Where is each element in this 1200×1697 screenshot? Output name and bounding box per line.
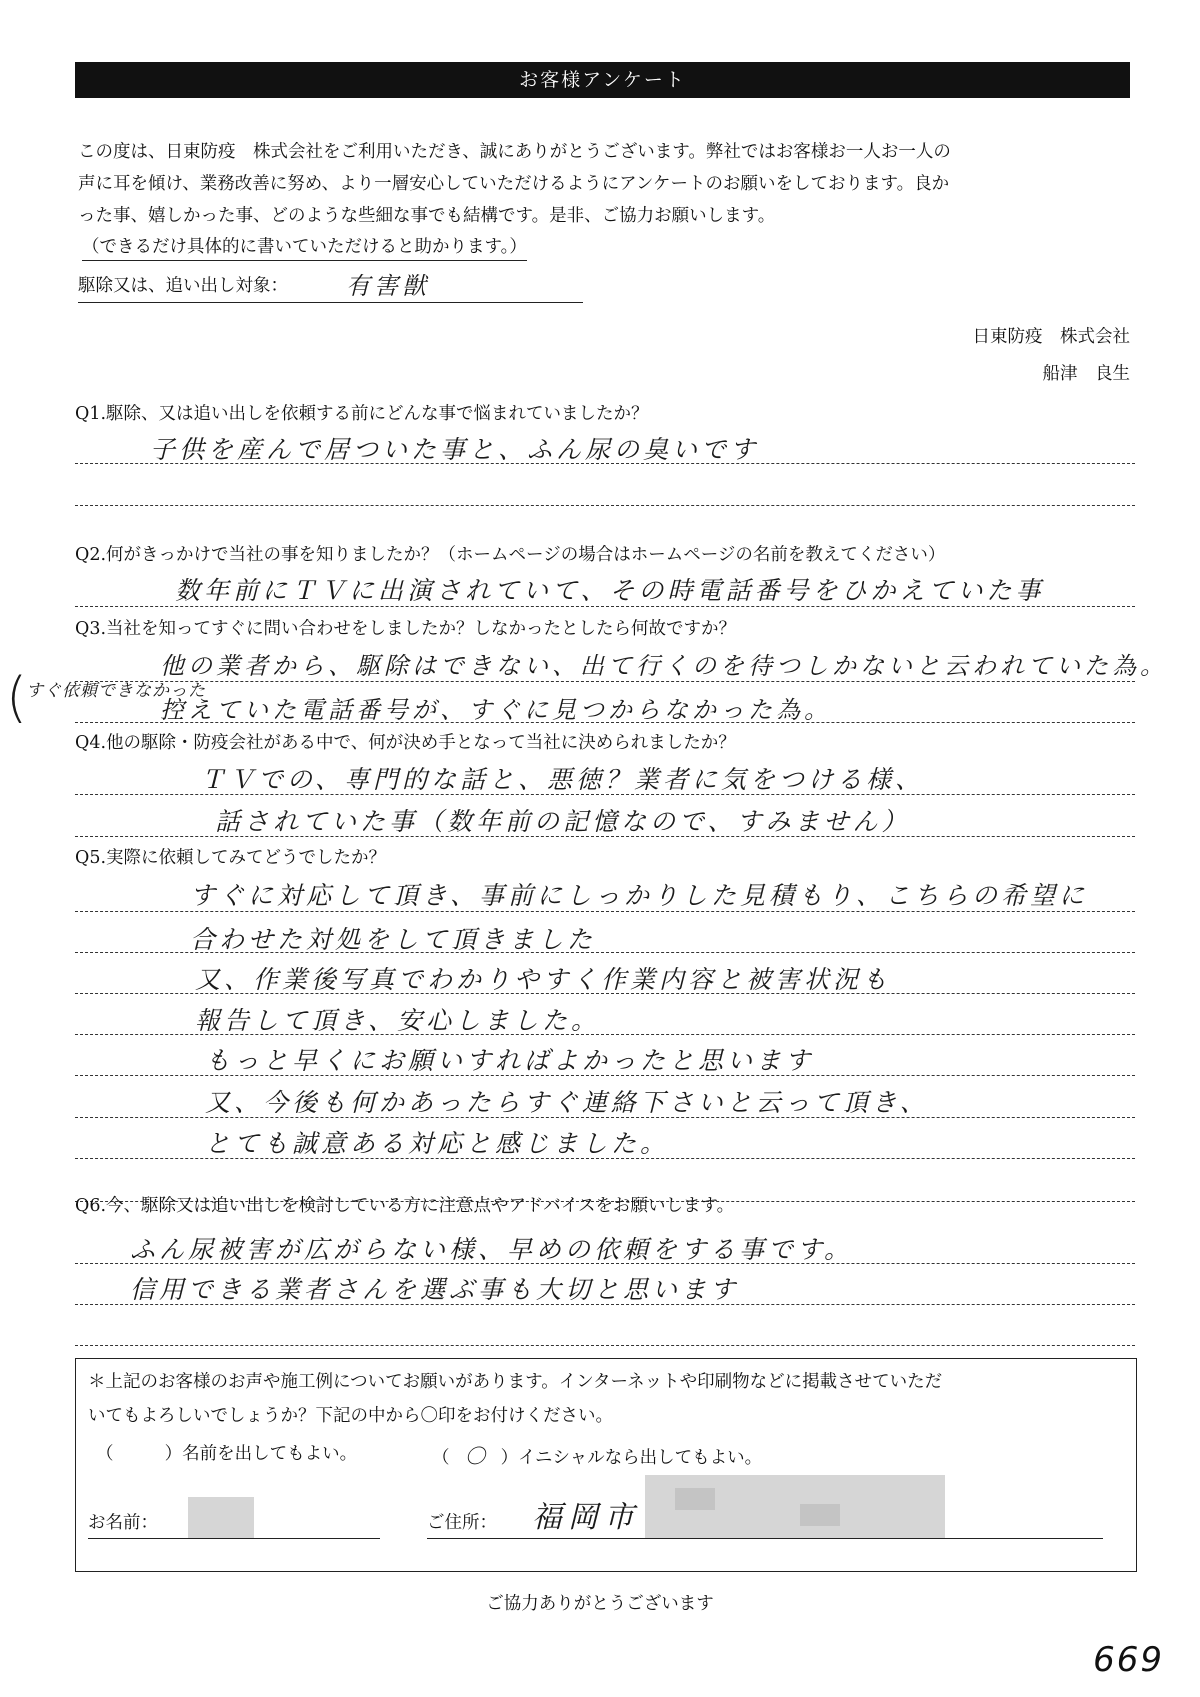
- answer-line: [75, 505, 1135, 506]
- consent-line-2: いてもよろしいでしょうか？下記の中から〇印をお付けください。: [88, 1406, 613, 1426]
- q5-answer-line-5: もっと早くにお願いすればよかったと思います: [205, 1046, 815, 1075]
- q2-question: Q2.何がきっかけで当社の事を知りましたか？（ホームページの場合はホームページの名前を教えてください）: [75, 545, 946, 565]
- q3-answer-line-2: 控えていた電話番号が、すぐに見つからなかった為。: [160, 696, 832, 724]
- contact-person: 船津 良生: [1042, 364, 1130, 384]
- q5-answer-line-1: すぐに対応して頂き、事前にしっかりした見積もり、こちらの希望に: [190, 881, 1089, 910]
- address-label: ご住所：: [427, 1513, 497, 1533]
- name-redaction: [188, 1497, 254, 1539]
- q2-answer-line-1: 数年前にＴＶに出演されていて、その時電話番号をひかえていた事: [175, 576, 1045, 605]
- page-number: 669: [1093, 1640, 1164, 1680]
- q1-answer-line-1: 子供を産んで居ついた事と、ふん尿の臭いです: [150, 435, 760, 464]
- address-redaction-detail: [675, 1488, 715, 1510]
- answer-line: [75, 993, 1135, 994]
- q4-question: Q4.他の駆除・防疫会社がある中で、何が決め手となって当社に決められましたか？: [75, 733, 736, 753]
- q6-question: Q6.今、駆除又は追い出しを検討している方に注意点やアドバイスをお願いします。: [75, 1196, 735, 1216]
- answer-line: [75, 1117, 1135, 1118]
- intro-line-3: った事、嬉しかった事、どのような些細な事でも結構です。是非、ご協力お願いします。: [78, 206, 776, 226]
- answer-line: [75, 794, 1135, 795]
- option-initials-open: （: [432, 1448, 450, 1468]
- answer-line: [75, 1034, 1135, 1035]
- intro-paragraph: [78, 136, 1138, 232]
- answer-line: [75, 1345, 1135, 1346]
- q3-answer-line-1: 他の業者から、駆除はできない、出て行くのを待つしかないと云われていた為。: [160, 652, 1168, 680]
- option-initials-label: ）イニシャルなら出してもよい。: [500, 1448, 763, 1468]
- survey-title: お客様アンケート: [519, 69, 686, 91]
- answer-line: [75, 1075, 1135, 1076]
- address-underline: [427, 1538, 1103, 1539]
- intro-line-1: この度は、日東防疫 株式会社をご利用いただき、誠にありがとうございます。弊社ではお客様お一人お一人の: [78, 142, 951, 162]
- name-label: お名前：: [88, 1513, 158, 1533]
- consent-option-initials: [432, 1440, 762, 1469]
- consent-option-name: [96, 1440, 357, 1465]
- option-name-open: （: [96, 1444, 114, 1464]
- answer-line: [75, 463, 1135, 464]
- q3-side-note-bracket: (: [6, 666, 32, 729]
- option-name-label: ）名前を出してもよい。: [164, 1444, 358, 1464]
- target-label: 駆除又は、追い出し対象：: [78, 276, 288, 296]
- q4-answer-line-1: ＴＶでの、専門的な話と、悪徳？業者に気をつける様、: [200, 765, 925, 794]
- q5-answer-line-2: 合わせた対処をして頂きました: [190, 925, 597, 954]
- q5-answer-line-6: 又、今後も何かあったらすぐ連絡下さいと云って頂き、: [205, 1088, 929, 1117]
- answer-line: [75, 722, 1135, 723]
- answer-line: [75, 1263, 1135, 1264]
- target-value: 有害獣: [346, 272, 430, 300]
- answer-line: [75, 606, 1135, 607]
- footer-thanks: ご協力ありがとうございます: [486, 1594, 714, 1614]
- company-name: 日東防疫 株式会社: [972, 327, 1130, 347]
- q5-answer-line-4: 報告して頂き、安心しました。: [195, 1006, 601, 1035]
- intro-line-2: 声に耳を傾け、業務改善に努め、より一層安心していただけるようにアンケートのお願いをしております。良か: [78, 174, 950, 194]
- answer-line: [75, 1304, 1135, 1305]
- answer-line: [75, 836, 1135, 837]
- q6-answer-line-1: ふん尿被害が広がらない様、早めの依頼をする事です。: [130, 1235, 854, 1264]
- option-initials-mark: 〇: [465, 1444, 486, 1468]
- q5-question: Q5.実際に依頼してみてどうでしたか？: [75, 848, 387, 868]
- address-redaction-detail: [800, 1504, 840, 1526]
- survey-title-bar: [75, 62, 1130, 98]
- q6-answer-line-2: 信用できる業者さんを選ぶ事も大切と思います: [130, 1275, 740, 1304]
- q1-question: Q1.駆除、又は追い出しを依頼する前にどんな事で悩まれていましたか？: [75, 404, 649, 424]
- q5-answer-line-7: とても誠意ある対応と感じました。: [205, 1129, 670, 1158]
- q4-answer-line-2: 話されていた事（数年前の記憶なので、すみません）: [215, 807, 911, 836]
- q3-question: Q3.当社を知ってすぐに問い合わせをしましたか？しなかったとしたら何故ですか？: [75, 619, 737, 639]
- name-underline: [88, 1538, 380, 1539]
- answer-line: [75, 911, 1135, 912]
- q3-side-note: すぐ依頼できなかった: [26, 681, 206, 701]
- answer-line: [75, 952, 1135, 953]
- answer-line: [75, 681, 1135, 682]
- intro-note: （できるだけ具体的に書いていただけると助かります。）: [82, 233, 527, 261]
- address-value: 福岡市: [532, 1500, 640, 1535]
- target-row: [78, 268, 583, 303]
- q5-answer-line-3: 又、作業後写真でわかりやすく作業内容と被害状況も: [195, 965, 892, 994]
- consent-line-1: ＊上記のお客様のお声や施工例についてお願いがあります。インターネットや印刷物などに掲載させていただ: [88, 1372, 943, 1392]
- answer-line: [75, 1158, 1135, 1159]
